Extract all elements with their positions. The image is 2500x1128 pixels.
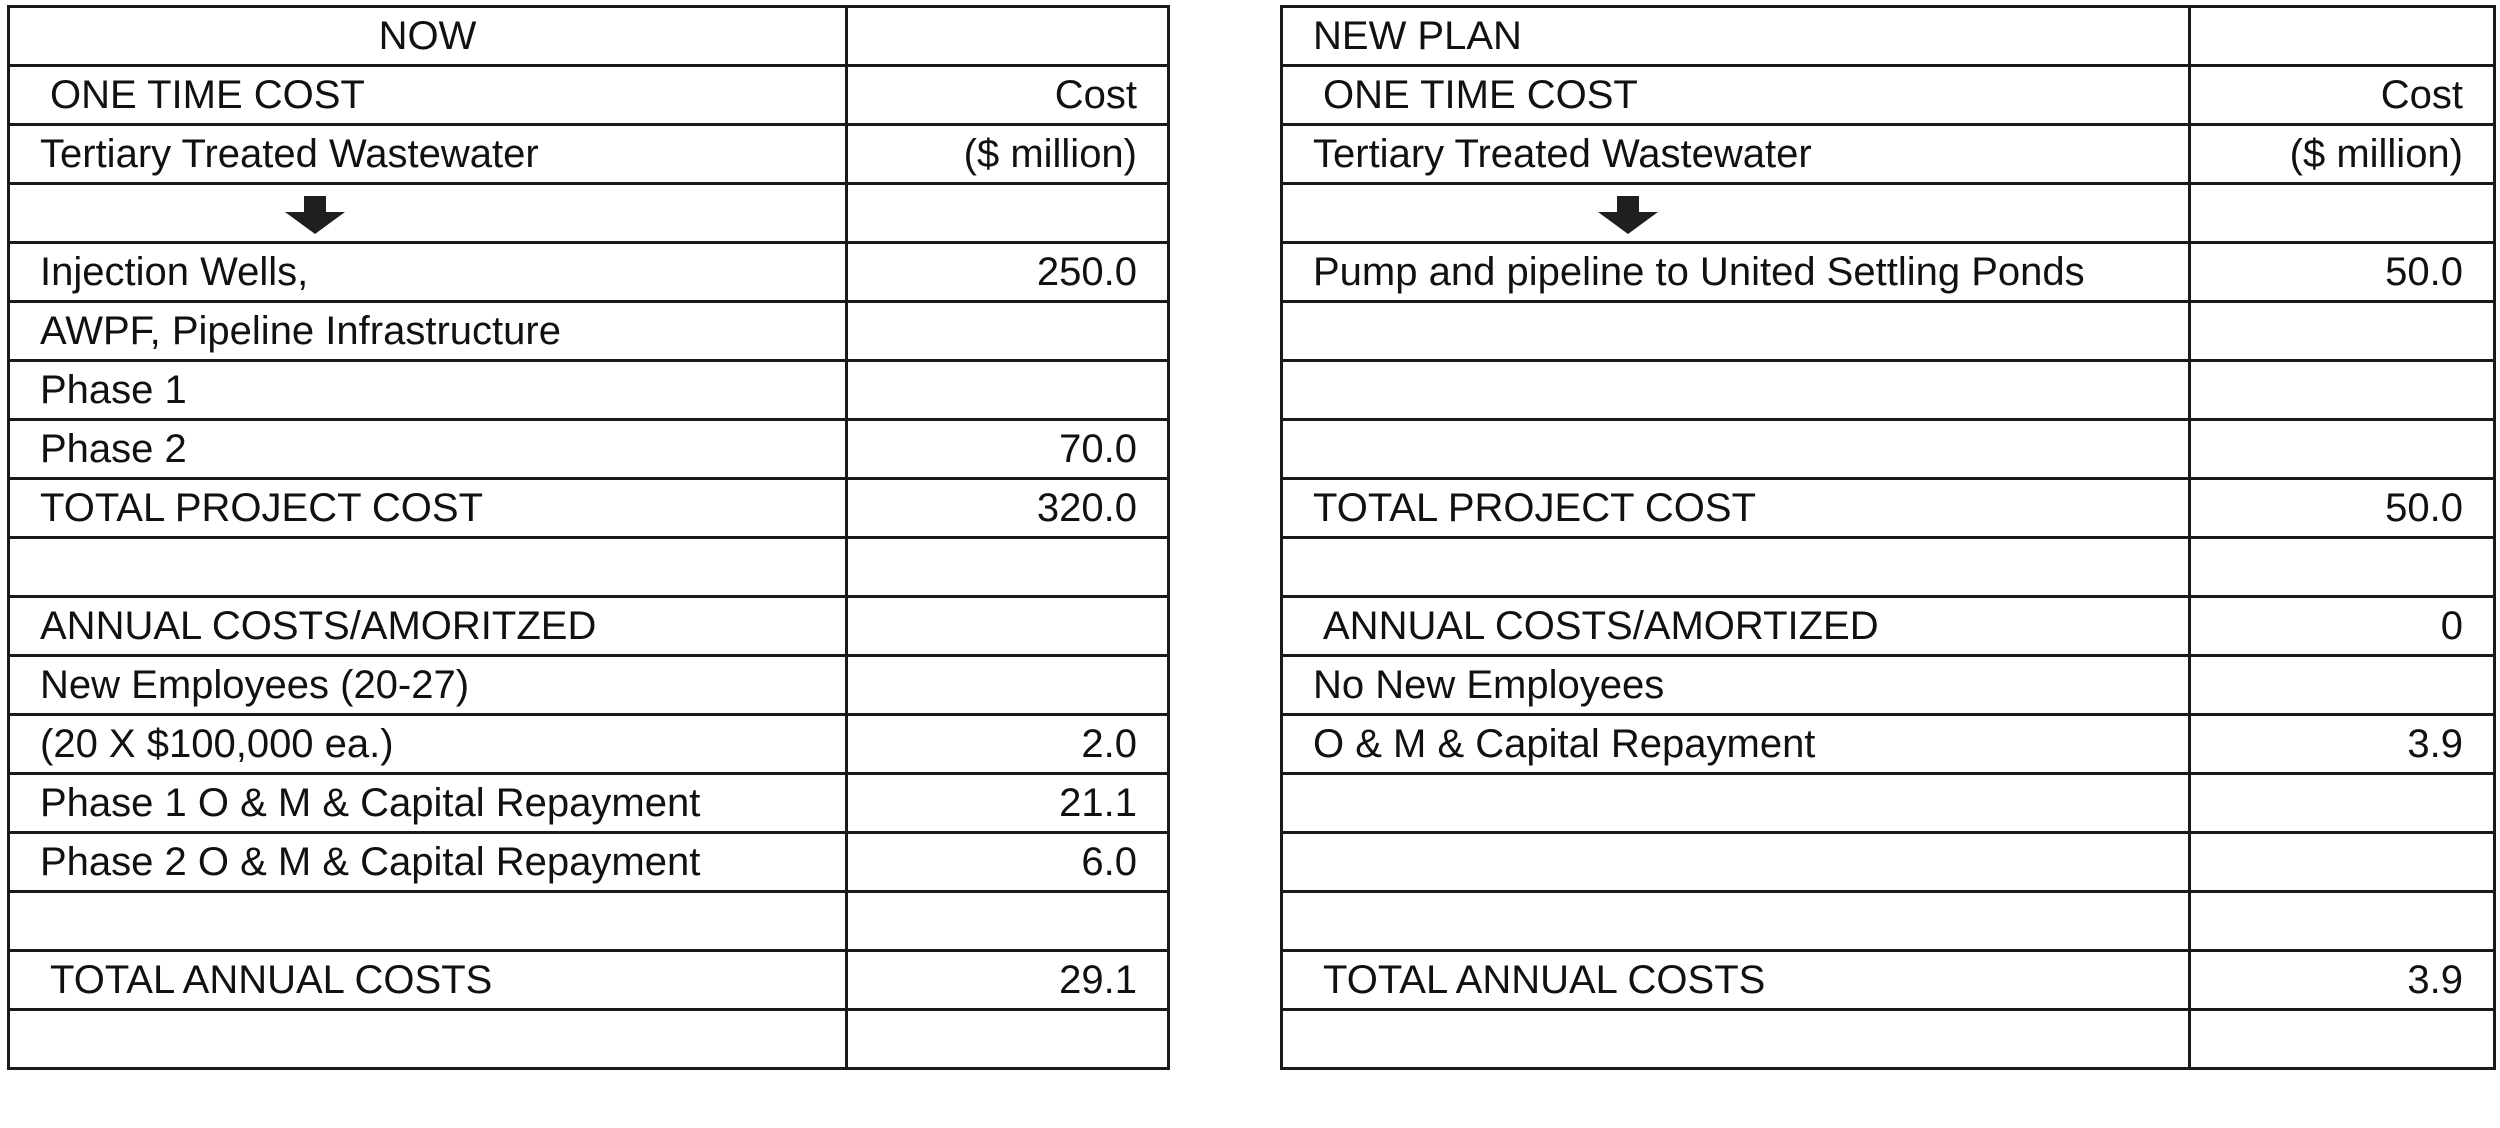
- cost-cell: [2190, 420, 2495, 479]
- total-project-cost-label: TOTAL PROJECT COST: [9, 479, 847, 538]
- table-row: [9, 420, 1169, 479]
- row-label: New Employees (20-27): [9, 656, 847, 715]
- row-label: Phase 1 O & M & Capital Repayment: [9, 774, 847, 833]
- down-arrow-icon: [1598, 196, 1658, 234]
- cost-cell: [2190, 361, 2495, 420]
- new-plan-cost-table: [1280, 5, 2496, 1070]
- cost-cell: [2190, 656, 2495, 715]
- down-arrow-icon: [285, 196, 345, 234]
- table-row: [1282, 1010, 2495, 1069]
- cost-cell: [2190, 892, 2495, 951]
- table-row: [9, 184, 1169, 243]
- row-label: Pump and pipeline to United Settling Ponds: [1282, 243, 2190, 302]
- total-annual-costs-label: TOTAL ANNUAL COSTS: [1282, 951, 2190, 1010]
- row-label: AWPF, Pipeline Infrastructure: [9, 302, 847, 361]
- cost-cell: [2190, 7, 2495, 66]
- row-label: [1282, 833, 2190, 892]
- row-label: O & M & Capital Repayment: [1282, 715, 2190, 774]
- cost-cell: [847, 656, 1169, 715]
- table-row: [1282, 833, 2495, 892]
- table-row: [1282, 302, 2495, 361]
- row-label: [9, 892, 847, 951]
- section-heading-one-time-cost: ONE TIME COST: [1282, 66, 2190, 125]
- table-row: [9, 597, 1169, 656]
- cost-cell: [2190, 538, 2495, 597]
- row-label: [1282, 420, 2190, 479]
- table-row: [9, 715, 1169, 774]
- table-row: [1282, 66, 2495, 125]
- cost-cell: [847, 892, 1169, 951]
- table-row: [9, 125, 1169, 184]
- table-row: [1282, 7, 2495, 66]
- table-row: [1282, 597, 2495, 656]
- table-row: [9, 951, 1169, 1010]
- cost-cell: 0: [2190, 597, 2495, 656]
- row-label: [1282, 1010, 2190, 1069]
- table-row: [9, 833, 1169, 892]
- cost-cell: 2.0: [847, 715, 1169, 774]
- cost-cell: 3.9: [2190, 715, 2495, 774]
- cost-cell: [847, 1010, 1169, 1069]
- table-row: [9, 7, 1169, 66]
- cost-cell: [2190, 774, 2495, 833]
- now-cost-table: [7, 5, 1170, 1070]
- table-row: [9, 892, 1169, 951]
- cost-cell: 6.0: [847, 833, 1169, 892]
- cost-cell: [847, 184, 1169, 243]
- table-row: [9, 243, 1169, 302]
- cost-unit-header: ($ million): [847, 125, 1169, 184]
- section-heading-one-time-cost: ONE TIME COST: [9, 66, 847, 125]
- row-label: [1282, 361, 2190, 420]
- total-annual-costs-value: 29.1: [847, 951, 1169, 1010]
- row-label: Tertiary Treated Wastewater: [9, 125, 847, 184]
- flow-arrow-cell: [1282, 184, 2190, 243]
- row-label: [1282, 774, 2190, 833]
- cost-cell: 70.0: [847, 420, 1169, 479]
- row-label: [1282, 538, 2190, 597]
- row-label: (20 X $100,000 ea.): [9, 715, 847, 774]
- cost-cell: 250.0: [847, 243, 1169, 302]
- cost-cell: [2190, 184, 2495, 243]
- cost-cell: 21.1: [847, 774, 1169, 833]
- table-row: [9, 538, 1169, 597]
- cost-cell: [847, 302, 1169, 361]
- row-label: No New Employees: [1282, 656, 2190, 715]
- row-label: Injection Wells,: [9, 243, 847, 302]
- cost-cell: [2190, 833, 2495, 892]
- cost-cell: [2190, 302, 2495, 361]
- table-row: [1282, 479, 2495, 538]
- section-heading-annual-costs: ANNUAL COSTS/AMORITZED: [9, 597, 847, 656]
- row-label: Phase 1: [9, 361, 847, 420]
- cost-column-header: Cost: [847, 66, 1169, 125]
- cost-unit-header: ($ million): [2190, 125, 2495, 184]
- flow-arrow-cell: [9, 184, 847, 243]
- table-row: [1282, 656, 2495, 715]
- table-row: [1282, 243, 2495, 302]
- table-row: [1282, 774, 2495, 833]
- table-row: [9, 302, 1169, 361]
- now-title: NOW: [9, 7, 847, 66]
- cost-cell: [847, 7, 1169, 66]
- table-row: [1282, 125, 2495, 184]
- table-row: [9, 361, 1169, 420]
- total-annual-costs-label: TOTAL ANNUAL COSTS: [9, 951, 847, 1010]
- total-project-cost-value: 50.0: [2190, 479, 2495, 538]
- table-row: [1282, 184, 2495, 243]
- new-plan-title: NEW PLAN: [1282, 7, 2190, 66]
- table-row: [1282, 361, 2495, 420]
- row-label: [1282, 302, 2190, 361]
- row-label: Tertiary Treated Wastewater: [1282, 125, 2190, 184]
- table-row: [9, 1010, 1169, 1069]
- cost-cell: [2190, 1010, 2495, 1069]
- row-label: [9, 1010, 847, 1069]
- section-heading-annual-costs: ANNUAL COSTS/AMORTIZED: [1282, 597, 2190, 656]
- total-annual-costs-value: 3.9: [2190, 951, 2495, 1010]
- row-label: Phase 2: [9, 420, 847, 479]
- cost-cell: [847, 597, 1169, 656]
- table-row: [9, 66, 1169, 125]
- table-row: [9, 656, 1169, 715]
- table-row: [9, 774, 1169, 833]
- table-row: [1282, 715, 2495, 774]
- row-label: [9, 538, 847, 597]
- cost-cell: [847, 538, 1169, 597]
- table-row: [1282, 951, 2495, 1010]
- cost-column-header: Cost: [2190, 66, 2495, 125]
- cost-cell: [847, 361, 1169, 420]
- total-project-cost-label: TOTAL PROJECT COST: [1282, 479, 2190, 538]
- cost-cell: 50.0: [2190, 243, 2495, 302]
- table-row: [1282, 420, 2495, 479]
- row-label: [1282, 892, 2190, 951]
- table-row: [9, 479, 1169, 538]
- table-row: [1282, 892, 2495, 951]
- total-project-cost-value: 320.0: [847, 479, 1169, 538]
- row-label: Phase 2 O & M & Capital Repayment: [9, 833, 847, 892]
- table-row: [1282, 538, 2495, 597]
